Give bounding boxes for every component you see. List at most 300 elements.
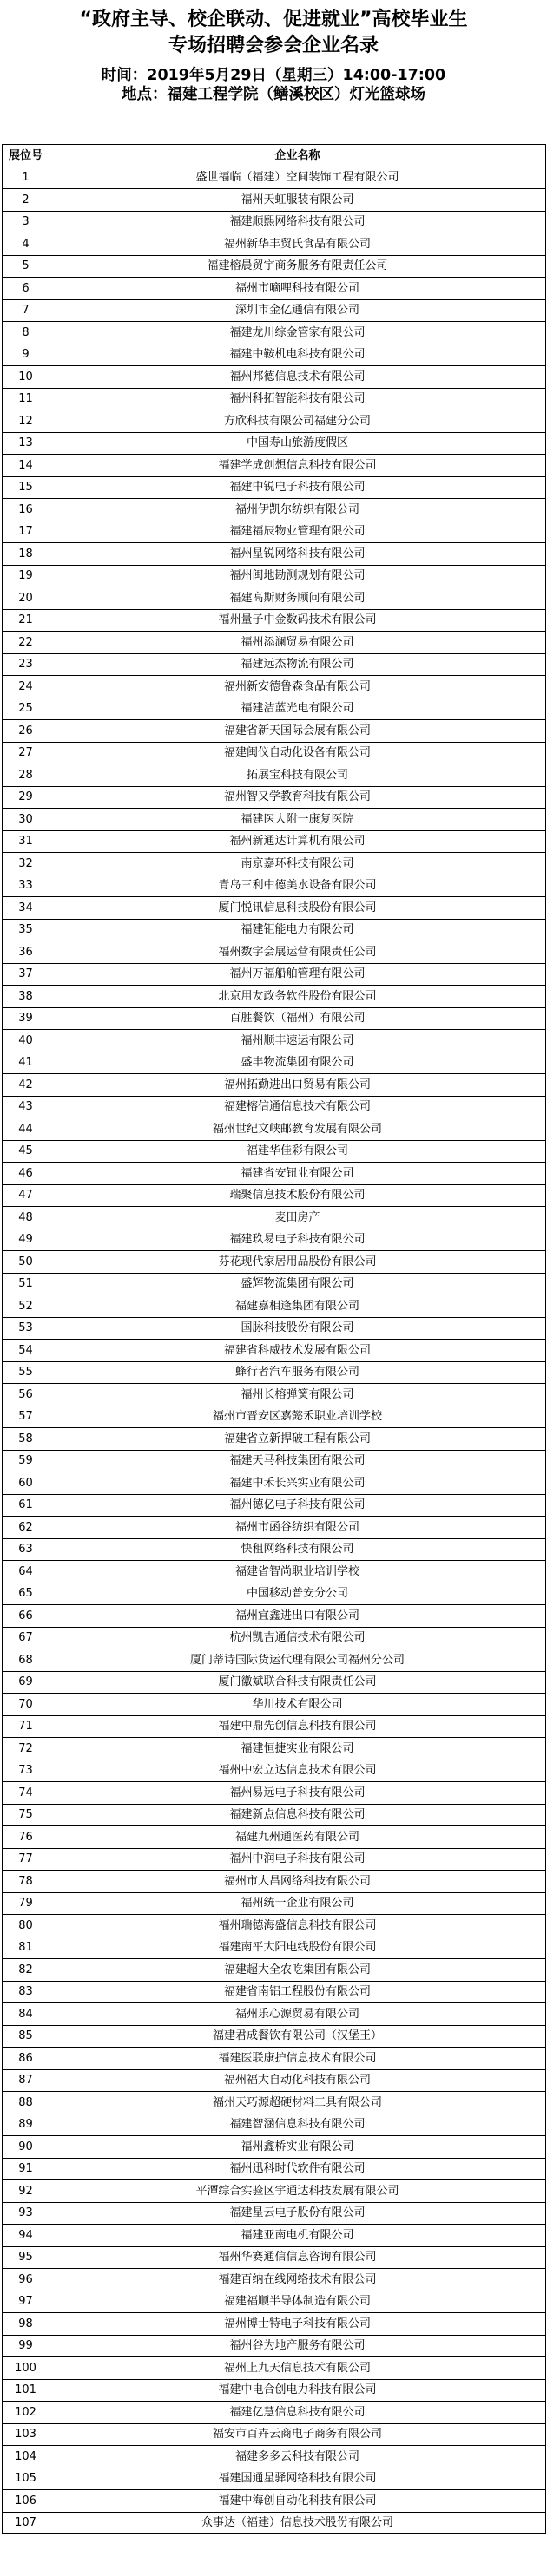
company-name: 北京用友政务软件股份有限公司 — [49, 986, 546, 1008]
table-row — [3, 1671, 546, 1694]
booth-number: 105 — [3, 2468, 49, 2490]
company-name: 盛世福临（福建）空间装饰工程有限公司 — [49, 167, 546, 189]
booth-number: 27 — [3, 742, 49, 764]
company-name: 福建百纳在线网络技术有限公司 — [49, 2269, 546, 2291]
table-row — [3, 344, 546, 366]
table-row — [3, 676, 546, 698]
company-name: 厦门徽斌联合科技有限责任公司 — [49, 1671, 546, 1694]
company-name: 平潭综合实验区宇通达科技发展有限公司 — [49, 2180, 546, 2203]
table-row — [3, 432, 546, 455]
table-row — [3, 476, 546, 499]
company-name: 福建智涵信息科技有限公司 — [49, 2114, 546, 2136]
table-row — [3, 897, 546, 920]
company-name: 百胜餐饮（福州）有限公司 — [49, 1007, 546, 1030]
company-name: 福州福大自动化科技有限公司 — [49, 2069, 546, 2092]
company-name: 福建省新天国际会展有限公司 — [49, 720, 546, 743]
table-row — [3, 1229, 546, 1251]
table-row — [3, 1649, 546, 1672]
table-row — [3, 698, 546, 720]
booth-number: 47 — [3, 1184, 49, 1207]
company-name: 福建嘉相逢集团有限公司 — [49, 1295, 546, 1318]
booth-number: 29 — [3, 786, 49, 809]
company-name: 福建亿慧信息科技有限公司 — [49, 2402, 546, 2424]
booth-number: 88 — [3, 2092, 49, 2114]
table-row — [3, 233, 546, 256]
table-row — [3, 2313, 546, 2336]
booth-number: 65 — [3, 1583, 49, 1605]
booth-number: 25 — [3, 698, 49, 720]
company-name: 福建南平大阳电线股份有限公司 — [49, 1937, 546, 1959]
company-name: 福建星云电子股份有限公司 — [49, 2202, 546, 2225]
company-name: 福建多多云科技有限公司 — [49, 2446, 546, 2468]
company-name: 福建恒捷实业有限公司 — [49, 1738, 546, 1760]
table-row — [3, 278, 546, 300]
company-name: 杭州凯吉通信技术有限公司 — [49, 1627, 546, 1649]
table-row — [3, 609, 546, 632]
table-row — [3, 1251, 546, 1274]
table-row — [3, 853, 546, 875]
company-name: 福安市百卉云商电子商务有限公司 — [49, 2423, 546, 2446]
company-name: 众事达（福建）信息技术股份有限公司 — [49, 2512, 546, 2534]
booth-number: 52 — [3, 1295, 49, 1318]
booth-number: 41 — [3, 1052, 49, 1074]
table-row — [3, 1273, 546, 1295]
booth-number: 106 — [3, 2490, 49, 2513]
table-row — [3, 1295, 546, 1318]
booth-number: 5 — [3, 255, 49, 278]
company-name: 福州统一企业有限公司 — [49, 1892, 546, 1915]
booth-number: 55 — [3, 1361, 49, 1384]
company-name: 福建亚南电机有限公司 — [49, 2225, 546, 2247]
company-name: 厦门蒂诗国际货运代理有限公司福州分公司 — [49, 1649, 546, 1672]
company-name: 福州德亿电子科技有限公司 — [49, 1494, 546, 1517]
booth-number: 62 — [3, 1517, 49, 1539]
booth-number: 34 — [3, 897, 49, 920]
booth-number: 1 — [3, 167, 49, 189]
document-header — [0, 0, 547, 144]
company-name: 福州星锐网络科技有限公司 — [49, 543, 546, 566]
table-row — [3, 764, 546, 787]
table-row — [3, 1605, 546, 1628]
table-body — [3, 167, 546, 2534]
booth-number: 56 — [3, 1384, 49, 1406]
table-row — [3, 388, 546, 410]
company-name: 中国移动普安分公司 — [49, 1583, 546, 1605]
company-name: 福建九州通医药有限公司 — [49, 1826, 546, 1849]
table-row — [3, 1981, 546, 2003]
company-name: 福建中鼎先创信息科技有限公司 — [49, 1715, 546, 1738]
company-name: 福建榕晨贸宇商务服务有限责任公司 — [49, 255, 546, 278]
booth-number: 81 — [3, 1937, 49, 1959]
company-name: 福州天巧源超硬材料工具有限公司 — [49, 2092, 546, 2114]
company-name: 福建洁蓝光电有限公司 — [49, 698, 546, 720]
table-row — [3, 809, 546, 831]
booth-number: 13 — [3, 432, 49, 455]
company-name: 福州伊凯尔纺织有限公司 — [49, 499, 546, 521]
company-name: 福州博士特电子科技有限公司 — [49, 2313, 546, 2336]
company-name: 福州拓勤进出口贸易有限公司 — [49, 1074, 546, 1097]
table-row — [3, 1517, 546, 1539]
table-row — [3, 1340, 546, 1362]
company-name: 福建新点信息科技有限公司 — [49, 1804, 546, 1826]
table-row — [3, 1760, 546, 1782]
company-name: 福州中润电子科技有限公司 — [49, 1848, 546, 1871]
company-name: 福州量子中金数码技术有限公司 — [49, 609, 546, 632]
booth-number: 70 — [3, 1694, 49, 1716]
booth-number: 3 — [3, 211, 49, 233]
booth-number: 107 — [3, 2512, 49, 2534]
booth-number: 16 — [3, 499, 49, 521]
booth-number: 94 — [3, 2225, 49, 2247]
booth-number: 48 — [3, 1207, 49, 1229]
company-name: 厦门悦讯信息科技股份有限公司 — [49, 897, 546, 920]
company-name: 福州宜鑫进出口有限公司 — [49, 1605, 546, 1628]
company-name: 方欣科技有限公司福建分公司 — [49, 410, 546, 433]
company-name: 福建远杰物流有限公司 — [49, 653, 546, 676]
company-name: 福州上九天信息技术有限公司 — [49, 2357, 546, 2380]
company-name: 南京嘉环科技有限公司 — [49, 853, 546, 875]
table-row — [3, 2402, 546, 2424]
company-name: 福州瑞德海盛信息科技有限公司 — [49, 1915, 546, 1937]
booth-number: 28 — [3, 764, 49, 787]
booth-number: 82 — [3, 1959, 49, 1982]
table-row — [3, 2202, 546, 2225]
booth-number: 59 — [3, 1450, 49, 1472]
table-row — [3, 1030, 546, 1052]
table-row — [3, 2291, 546, 2313]
company-name: 福建华佳彩有限公司 — [49, 1140, 546, 1163]
booth-number: 97 — [3, 2291, 49, 2313]
company-name: 福建君成餐饮有限公司（汉堡王） — [49, 2025, 546, 2048]
booth-number: 90 — [3, 2136, 49, 2159]
booth-number: 24 — [3, 676, 49, 698]
booth-number: 38 — [3, 986, 49, 1008]
table-row — [3, 632, 546, 654]
table-row — [3, 322, 546, 344]
table-row — [3, 1915, 546, 1937]
table-row — [3, 2225, 546, 2247]
table-row — [3, 255, 546, 278]
booth-number: 33 — [3, 875, 49, 897]
company-name: 盛辉物流集团有限公司 — [49, 1273, 546, 1295]
table-row — [3, 2379, 546, 2402]
booth-number: 64 — [3, 1561, 49, 1583]
booth-number: 85 — [3, 2025, 49, 2048]
table-row — [3, 211, 546, 233]
table-row — [3, 2269, 546, 2291]
table-row — [3, 167, 546, 189]
document-title — [0, 7, 547, 59]
company-name: 福州中宏立达信息技术有限公司 — [49, 1760, 546, 1782]
company-name: 福建榕信通信息技术有限公司 — [49, 1096, 546, 1118]
company-name: 拓展宝科技有限公司 — [49, 764, 546, 787]
booth-number: 30 — [3, 809, 49, 831]
booth-number: 20 — [3, 587, 49, 610]
event-location: 地点：福建工程学院（鳝溪校区）灯光篮球场 — [122, 86, 425, 103]
booth-number: 100 — [3, 2357, 49, 2380]
company-name: 福建福顺半导体制造有限公司 — [49, 2291, 546, 2313]
company-name: 福州市晋安区嘉懿禾职业培训学校 — [49, 1406, 546, 1428]
company-name: 福州天虹服装有限公司 — [49, 189, 546, 212]
table-row — [3, 1007, 546, 1030]
booth-number: 46 — [3, 1163, 49, 1185]
booth-number: 17 — [3, 521, 49, 543]
table-row — [3, 1052, 546, 1074]
table-row — [3, 2357, 546, 2380]
booth-number: 66 — [3, 1605, 49, 1628]
table-row — [3, 2512, 546, 2534]
company-name: 福建中电合创电力科技有限公司 — [49, 2379, 546, 2402]
booth-number: 84 — [3, 2003, 49, 2026]
table-row — [3, 2003, 546, 2026]
title-line-2: 专场招聘会参会企业名录 — [168, 35, 379, 56]
company-name: 福建玖易电子科技有限公司 — [49, 1229, 546, 1251]
booth-number: 78 — [3, 1871, 49, 1893]
table-row — [3, 2136, 546, 2159]
table-row — [3, 1494, 546, 1517]
company-name: 福建省南铝工程股份有限公司 — [49, 1981, 546, 2003]
table-row — [3, 1472, 546, 1495]
table-row — [3, 830, 546, 853]
booth-number: 39 — [3, 1007, 49, 1030]
table-row — [3, 189, 546, 212]
table-row — [3, 1207, 546, 1229]
table-row — [3, 786, 546, 809]
booth-number: 99 — [3, 2335, 49, 2357]
company-name: 福建龙川综金管家有限公司 — [49, 322, 546, 344]
table-row — [3, 1317, 546, 1340]
booth-number: 67 — [3, 1627, 49, 1649]
company-name: 华川技术有限公司 — [49, 1694, 546, 1716]
table-row — [3, 1074, 546, 1097]
table-row — [3, 653, 546, 676]
table-row — [3, 1871, 546, 1893]
company-name: 福州华赛通信信息咨询有限公司 — [49, 2246, 546, 2269]
booth-number: 9 — [3, 344, 49, 366]
table-row — [3, 410, 546, 433]
company-name: 快租网络科技有限公司 — [49, 1538, 546, 1561]
company-name: 福建钜能电力有限公司 — [49, 919, 546, 941]
booth-number: 103 — [3, 2423, 49, 2446]
booth-number: 51 — [3, 1273, 49, 1295]
table-row — [3, 2158, 546, 2180]
company-name: 福州邦德信息技术有限公司 — [49, 366, 546, 389]
table-row — [3, 1715, 546, 1738]
company-name: 福州新华丰贸氏食品有限公司 — [49, 233, 546, 256]
title-line-1: “政府主导、校企联动、促进就业”高校毕业生 — [79, 9, 468, 30]
table-row — [3, 742, 546, 764]
company-name: 麦田房产 — [49, 1207, 546, 1229]
booth-number: 50 — [3, 1251, 49, 1274]
company-name: 福州长榕弹簧有限公司 — [49, 1384, 546, 1406]
table-header-row — [3, 145, 546, 167]
company-name: 福州顺丰速运有限公司 — [49, 1030, 546, 1052]
booth-number: 69 — [3, 1671, 49, 1694]
booth-number: 95 — [3, 2246, 49, 2269]
booth-number: 73 — [3, 1760, 49, 1782]
company-name: 国脉科技股份有限公司 — [49, 1317, 546, 1340]
table-row — [3, 366, 546, 389]
company-name: 福建顺熙网络科技有限公司 — [49, 211, 546, 233]
table-row — [3, 2423, 546, 2446]
booth-number: 54 — [3, 1340, 49, 1362]
company-name: 福州世纪文峡邮教育发展有限公司 — [49, 1118, 546, 1141]
table-row — [3, 1848, 546, 1871]
booth-number: 44 — [3, 1118, 49, 1141]
table-row — [3, 2180, 546, 2203]
booth-number: 35 — [3, 919, 49, 941]
company-name: 福州闽地勘测规划有限公司 — [49, 565, 546, 587]
table-row — [3, 299, 546, 322]
booth-number: 71 — [3, 1715, 49, 1738]
table-row — [3, 2114, 546, 2136]
booth-number: 96 — [3, 2269, 49, 2291]
company-name: 福州新通达计算机有限公司 — [49, 830, 546, 853]
company-table — [2, 144, 546, 2534]
column-header-company: 企业名称 — [49, 145, 546, 167]
company-name: 福建省科威技术发展有限公司 — [49, 1340, 546, 1362]
table-row — [3, 1959, 546, 1982]
company-name: 瑞聚信息技术股份有限公司 — [49, 1184, 546, 1207]
company-name: 福州市函谷纺织有限公司 — [49, 1517, 546, 1539]
booth-number: 89 — [3, 2114, 49, 2136]
table-row — [3, 2446, 546, 2468]
booth-number: 76 — [3, 1826, 49, 1849]
booth-number: 53 — [3, 1317, 49, 1340]
booth-number: 23 — [3, 653, 49, 676]
booth-number: 10 — [3, 366, 49, 389]
table-row — [3, 1538, 546, 1561]
booth-number: 26 — [3, 720, 49, 743]
booth-number: 87 — [3, 2069, 49, 2092]
company-name: 福建中海创自动化科技有限公司 — [49, 2490, 546, 2513]
booth-number: 58 — [3, 1428, 49, 1451]
table-row — [3, 963, 546, 986]
booth-number: 93 — [3, 2202, 49, 2225]
table-row — [3, 2048, 546, 2070]
booth-number: 15 — [3, 476, 49, 499]
table-row — [3, 2025, 546, 2048]
company-name: 福建省智尚职业培训学校 — [49, 1561, 546, 1583]
booth-number: 91 — [3, 2158, 49, 2180]
booth-number: 11 — [3, 388, 49, 410]
table-row — [3, 1782, 546, 1805]
booth-number: 102 — [3, 2402, 49, 2424]
company-name: 盛丰物流集团有限公司 — [49, 1052, 546, 1074]
company-name: 福州智又学教育科技有限公司 — [49, 786, 546, 809]
booth-number: 80 — [3, 1915, 49, 1937]
table-row — [3, 1804, 546, 1826]
booth-number: 68 — [3, 1649, 49, 1672]
company-name: 福建天马科技集团有限公司 — [49, 1450, 546, 1472]
booth-number: 45 — [3, 1140, 49, 1163]
booth-number: 92 — [3, 2180, 49, 2203]
company-name: 福州市大昌网络科技有限公司 — [49, 1871, 546, 1893]
company-name: 芬花现代家居用品股份有限公司 — [49, 1251, 546, 1274]
company-name: 福州鑫桥实业有限公司 — [49, 2136, 546, 2159]
company-name: 福州易远电子科技有限公司 — [49, 1782, 546, 1805]
table-row — [3, 1163, 546, 1185]
company-name: 中国寿山旅游度假区 — [49, 432, 546, 455]
table-row — [3, 2490, 546, 2513]
booth-number: 42 — [3, 1074, 49, 1097]
table-row — [3, 2468, 546, 2490]
table-row — [3, 1384, 546, 1406]
table-row — [3, 1140, 546, 1163]
booth-number: 14 — [3, 455, 49, 477]
booth-number: 75 — [3, 1804, 49, 1826]
table-row — [3, 1826, 546, 1849]
booth-number: 7 — [3, 299, 49, 322]
company-name: 深圳市金亿通信有限公司 — [49, 299, 546, 322]
booth-number: 63 — [3, 1538, 49, 1561]
booth-number: 18 — [3, 543, 49, 566]
table-row — [3, 1428, 546, 1451]
table-row — [3, 720, 546, 743]
booth-number: 49 — [3, 1229, 49, 1251]
booth-number: 57 — [3, 1406, 49, 1428]
booth-number: 37 — [3, 963, 49, 986]
table-row — [3, 1184, 546, 1207]
company-name: 福州乐心源贸易有限公司 — [49, 2003, 546, 2026]
company-name: 福州万福船舶管理有限公司 — [49, 963, 546, 986]
booth-number: 104 — [3, 2446, 49, 2468]
table-row — [3, 1583, 546, 1605]
booth-number: 31 — [3, 830, 49, 853]
booth-number: 40 — [3, 1030, 49, 1052]
table-row — [3, 2335, 546, 2357]
table-row — [3, 455, 546, 477]
company-name: 福建中鞍机电科技有限公司 — [49, 344, 546, 366]
booth-number: 12 — [3, 410, 49, 433]
booth-number: 60 — [3, 1472, 49, 1495]
booth-number: 43 — [3, 1096, 49, 1118]
table-row — [3, 565, 546, 587]
table-row — [3, 2246, 546, 2269]
booth-number: 36 — [3, 941, 49, 964]
table-row — [3, 1118, 546, 1141]
booth-number: 22 — [3, 632, 49, 654]
booth-number: 6 — [3, 278, 49, 300]
company-name: 福建闽仪自动化设备有限公司 — [49, 742, 546, 764]
event-time: 时间：2019年5月29日（星期三）14:00-17:00 — [101, 67, 446, 84]
booth-number: 61 — [3, 1494, 49, 1517]
company-name: 福建福辰物业管理有限公司 — [49, 521, 546, 543]
table-row — [3, 521, 546, 543]
company-name: 福建医联康护信息技术有限公司 — [49, 2048, 546, 2070]
table-row — [3, 875, 546, 897]
table-row — [3, 1738, 546, 1760]
company-name: 蜂行者汽车服务有限公司 — [49, 1361, 546, 1384]
table-row — [3, 919, 546, 941]
column-header-booth: 展位号 — [3, 145, 49, 167]
company-name: 福建医大附一康复医院 — [49, 809, 546, 831]
booth-number: 83 — [3, 1981, 49, 2003]
table-row — [3, 2069, 546, 2092]
company-name: 福建学成创想信息科技有限公司 — [49, 455, 546, 477]
booth-number: 8 — [3, 322, 49, 344]
table-row — [3, 1937, 546, 1959]
table-row — [3, 1561, 546, 1583]
booth-number: 77 — [3, 1848, 49, 1871]
company-name: 福州新安德鲁森食品有限公司 — [49, 676, 546, 698]
table-row — [3, 1892, 546, 1915]
table-row — [3, 1450, 546, 1472]
company-name: 福州数字会展运营有限责任公司 — [49, 941, 546, 964]
booth-number: 74 — [3, 1782, 49, 1805]
table-row — [3, 1406, 546, 1428]
company-name: 福州谷为地产服务有限公司 — [49, 2335, 546, 2357]
